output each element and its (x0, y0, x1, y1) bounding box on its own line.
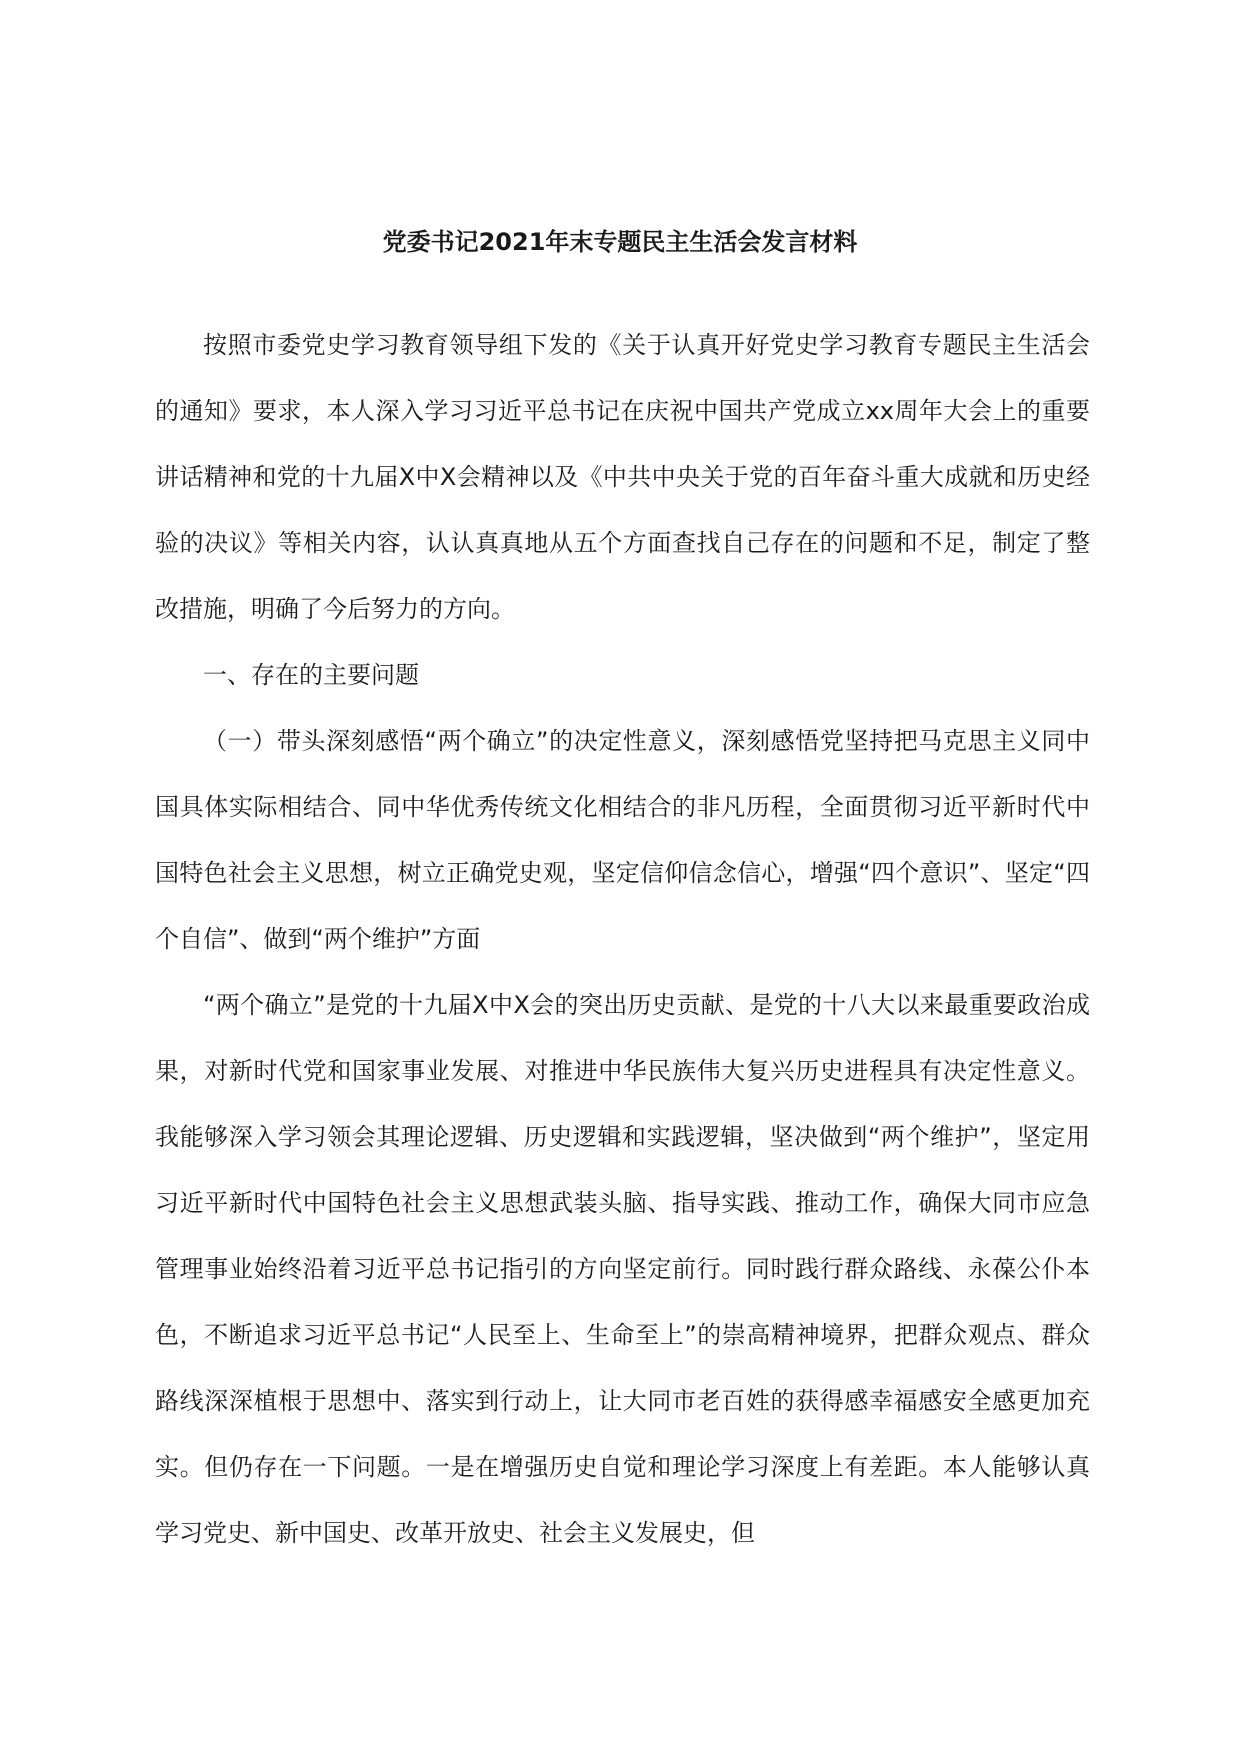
section-heading-main-problems: 一、存在的主要问题 (203, 661, 419, 689)
body-paragraph: “两个确立”是党的十九届X中X会的突出历史贡献、是党的十八大以来最重要政治成果，对新时代党和国家事业发展、对推进中华民族伟大复兴历史进程具有决定性意义。我能够深入学习领会其理论逻辑、历史逻辑和实践逻辑，坚决做到“两个维护”，坚定用习近平新时代中国特色社会主义思想武装头脑、指导实践、推动工作，确保大同市应急管理事业始终沿着习近平总书记指引的方向坚定前行。同时践行群众路线、永葆公仆本色，不断追求习近平总书记“人民至上、生命至上”的崇高精神境界，把群众观点、群众路线深深植根于思想中、落实到行动上，让大同市老百姓的获得感幸福感安全感更加充实。但仍存在一下问题。一是在增强历史自觉和理论学习深度上有差距。本人能够认真学习党史、新中国史、改革开放史、社会主义发展史，但 (155, 991, 1090, 1547)
document-body (155, 312, 1090, 1566)
subsection-heading-one: （一）带头深刻感悟“两个确立”的决定性意义，深刻感悟党坚持把马克思主义同中国具体实际相结合、同中华优秀传统文化相结合的非凡历程，全面贯彻习近平新时代中国特色社会主义思想，树立正确党史观，坚定信仰信念信心，增强“四个意识”、坚定“四个自信”、做到“两个维护”方面 (155, 727, 1090, 953)
intro-paragraph: 按照市委党史学习教育领导组下发的《关于认真开好党史学习教育专题民主生活会的通知》要求，本人深入学习习近平总书记在庆祝中国共产党成立xx周年大会上的重要讲话精神和党的十九届X中X会精神以及《中共中央关于党的百年奋斗重大成就和历史经验的决议》等相关内容，认认真真地从五个方面查找自己存在的问题和不足，制定了整改措施，明确了今后努力的方向。 (155, 331, 1090, 623)
document-title: 党委书记2021年末专题民主生活会发言材料 (382, 228, 858, 256)
